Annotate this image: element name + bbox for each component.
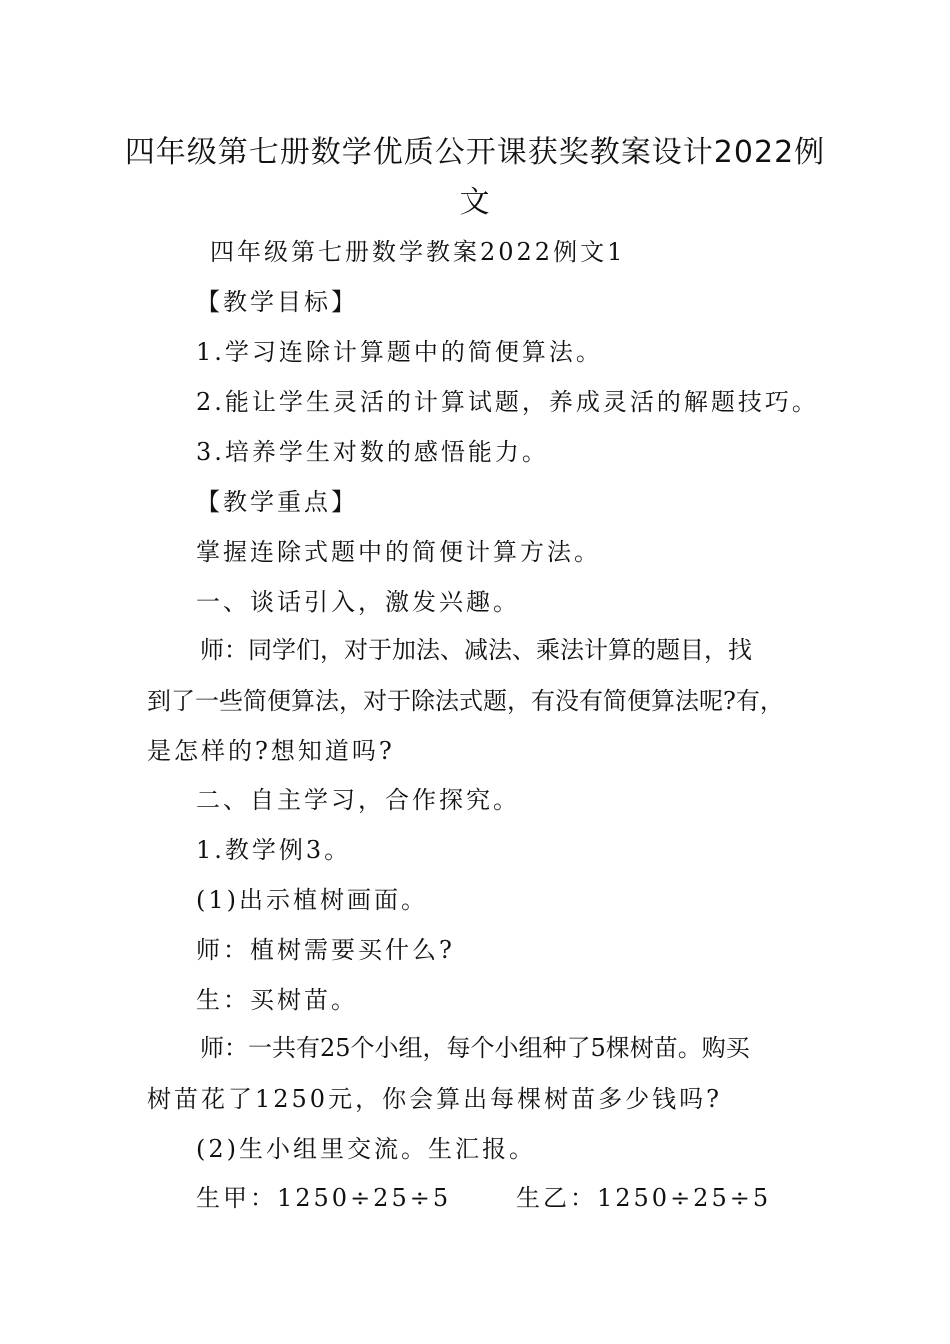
dialogue-student: 生：买树苗。 (196, 986, 358, 1014)
step-heading-2: 二、自主学习，合作探究。 (196, 786, 520, 814)
subtitle: 四年级第七册数学教案2022例文1 (210, 238, 626, 266)
document-title: 四年级第七册数学优质公开课获奖教案设计2022例 (124, 135, 826, 170)
paragraph-line-text: 师：同学们，对于加法、减法、乘法计算的题目，找 (200, 636, 752, 664)
example-heading: 1.教学例3。 (196, 836, 352, 864)
paragraph-line: 树苗花了1250元，你会算出每棵树苗多少钱吗? (147, 1085, 722, 1113)
sub-step-1: (1)出示植树画面。 (196, 886, 428, 914)
paragraph-line (200, 1033, 803, 1063)
section-heading-goals: 【教学目标】 (196, 288, 358, 316)
paragraph-line (200, 635, 823, 665)
student-answer-a: 生甲：1250÷25÷5 (196, 1184, 452, 1212)
student-answer-b: 生乙：1250÷25÷5 (516, 1184, 772, 1212)
goal-item-3: 3.培养学生对数的感悟能力。 (196, 438, 549, 466)
paragraph-line (147, 686, 823, 716)
paragraph-line-text: 到了一些简便算法，对于除法式题，有没有简便算法呢?有， (147, 687, 784, 715)
step-heading-1: 一、谈话引入，激发兴趣。 (196, 588, 520, 616)
goal-item-2: 2.能让学生灵活的计算试题，养成灵活的解题技巧。 (196, 388, 819, 416)
sub-step-2: (2)生小组里交流。生汇报。 (196, 1135, 536, 1163)
key-point-text: 掌握连除式题中的简便计算方法。 (196, 538, 601, 566)
paragraph-line: 是怎样的?想知道吗? (147, 737, 395, 765)
document-title-continued: 文 (459, 185, 491, 220)
paragraph-line-text: 师：一共有25个小组，每个小组种了5棵树苗。购买 (200, 1034, 750, 1062)
dialogue-teacher: 师：植树需要买什么? (196, 936, 455, 964)
section-heading-key-points: 【教学重点】 (196, 488, 358, 516)
goal-item-1: 1.学习连除计算题中的简便算法。 (196, 338, 603, 366)
